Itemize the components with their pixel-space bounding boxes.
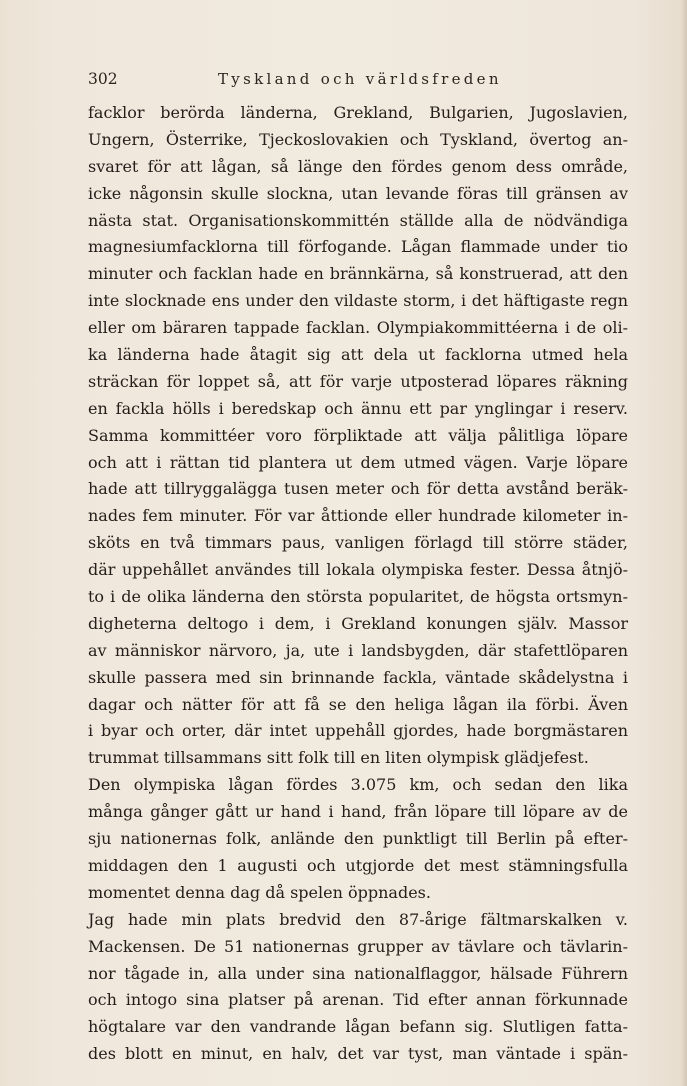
text-line: svaret för att lågan, så länge den fördes genom dess område,	[88, 156, 628, 176]
text-line: middagen den 1 augusti och utgjorde det mest stämningsfulla	[88, 855, 628, 875]
page-header	[88, 70, 628, 92]
body-text	[88, 100, 628, 1068]
text-line: hade att tillryggalägga tusen meter och för detta avstånd beräk-	[88, 479, 628, 499]
text-line: minuter och facklan hade en brännkärna, så konstruerad, att den	[88, 264, 628, 284]
text-line: magnesiumfacklorna till förfogande. Lågan flammade under tio	[88, 237, 628, 257]
text-line: des blott en minut, en halv, det var tyst, man väntade i spän-	[88, 1044, 628, 1064]
text-line: nor tågade in, alla under sina nationalflaggor, hälsade Führern	[88, 963, 628, 983]
page-edge-shadow	[681, 0, 687, 1086]
paragraph-1	[88, 100, 628, 772]
text-line: en fackla hölls i beredskap och ännu ett par ynglingar i reserv.	[88, 398, 628, 418]
text-line: dagar och nätter för att få se den heliga lågan ila förbi. Även	[88, 694, 628, 714]
paragraph-2	[88, 772, 628, 906]
paragraph-3	[88, 907, 628, 1068]
text-line: Samma kommittéer voro förpliktade att välja pålitliga löpare	[88, 425, 628, 445]
text-line: momentet denna dag då spelen öppnades.	[88, 882, 431, 902]
page-number: 302	[88, 70, 118, 88]
text-line: icke någonsin skulle slockna, utan levande föras till gränsen av	[88, 183, 628, 203]
text-line: nades fem minuter. För var åttionde eller hundrade kilometer in-	[88, 506, 628, 526]
text-line: trummat tillsammans sitt folk till en liten olympisk glädjefest.	[88, 748, 589, 768]
text-line: skulle passera med sin brinnande fackla, väntade skådelystna i	[88, 667, 628, 687]
text-line: där uppehållet användes till lokala olympiska fester. Dessa åtnjö-	[88, 560, 628, 580]
text-line: nästa stat. Organisationskommittén ställde alla de nödvändiga	[88, 210, 628, 230]
text-line: många gånger gått ur hand i hand, från löpare till löpare av de	[88, 802, 628, 822]
text-line: to i de olika länderna den största popularitet, de högsta ortsmyn-	[88, 587, 628, 607]
running-title: Tyskland och världsfreden	[218, 70, 502, 88]
text-line: och att i rättan tid plantera ut dem utmed vägen. Varje löpare	[88, 452, 628, 472]
text-line: sköts en två timmars paus, vanligen förlagd till större städer,	[88, 533, 628, 553]
text-line: digheterna deltogo i dem, i Grekland konungen själv. Massor	[88, 613, 628, 633]
text-line: Jag hade min plats bredvid den 87-årige fältmarskalken v.	[88, 909, 628, 929]
text-line: eller om bäraren tappade facklan. Olympiakommittéerna i de oli-	[88, 318, 628, 338]
text-line: Ungern, Österrike, Tjeckoslovakien och Tyskland, övertog an-	[88, 129, 628, 149]
text-line: sju nationernas folk, anlände den punktligt till Berlin på efter-	[88, 829, 628, 849]
text-line: ka länderna hade åtagit sig att dela ut facklorna utmed hela	[88, 345, 628, 365]
text-line: inte slocknade ens under den vildaste storm, i det häftigaste regn	[88, 291, 628, 311]
text-line: i byar och orter, där intet uppehåll gjordes, hade borgmästaren	[88, 721, 628, 741]
text-line: sträckan för loppet så, att för varje utposterad löpares räkning	[88, 371, 628, 391]
text-line: facklor berörda länderna, Grekland, Bulgarien, Jugoslavien,	[88, 103, 628, 122]
text-line: och intogo sina platser på arenan. Tid efter annan förkunnade	[88, 990, 628, 1010]
text-line: högtalare var den vandrande lågan befann sig. Slutligen fatta-	[88, 1017, 628, 1037]
text-line: av människor närvoro, ja, ute i landsbygden, där stafettlöparen	[88, 640, 628, 660]
text-line: Den olympiska lågan fördes 3.075 km, och sedan den lika	[88, 775, 628, 795]
text-line: Mackensen. De 51 nationernas grupper av tävlare och tävlarin-	[88, 936, 628, 956]
